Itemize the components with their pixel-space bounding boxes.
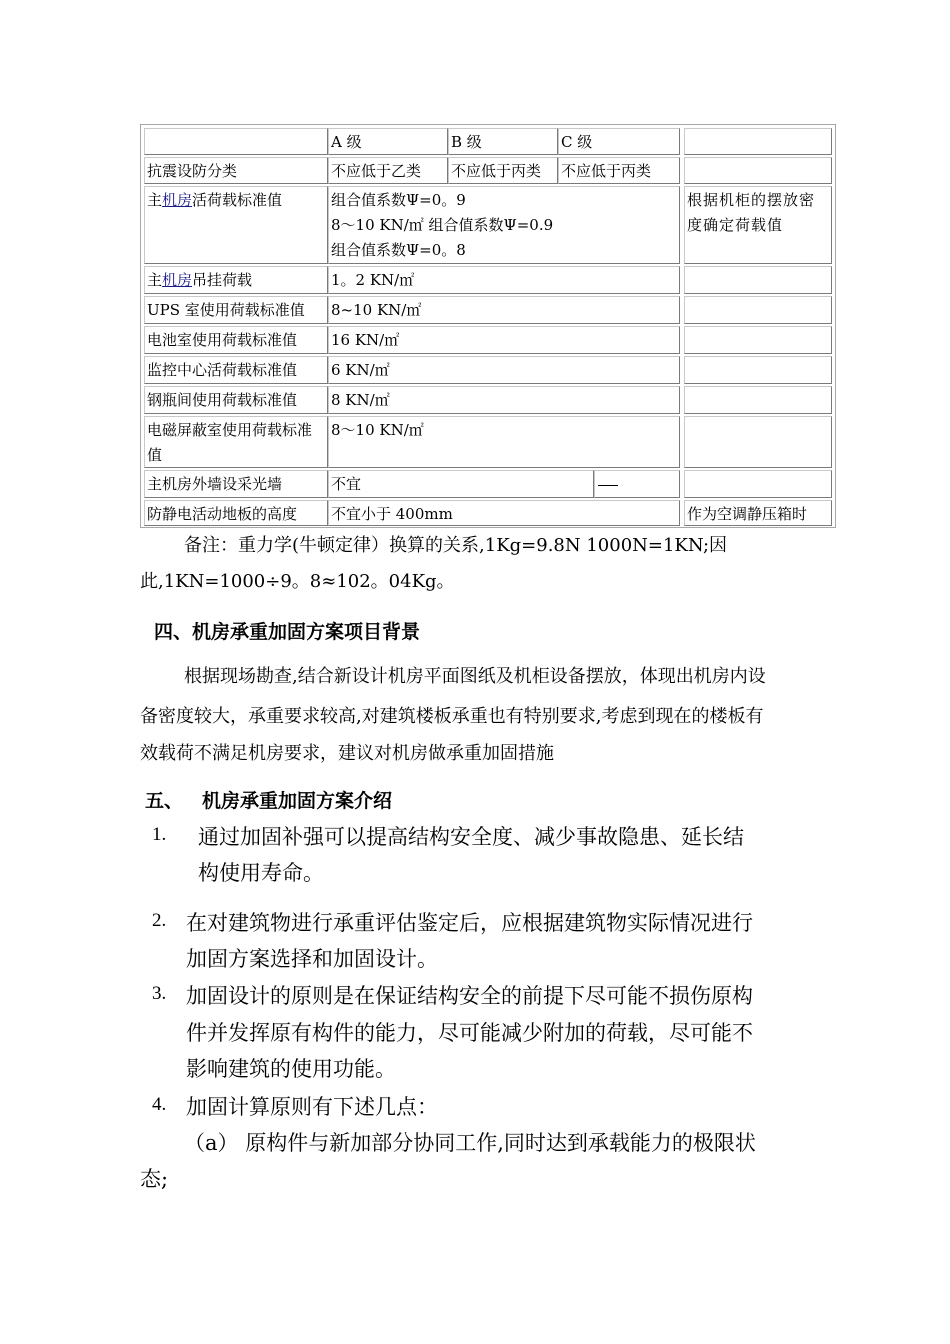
list-item-line: 加固设计的原则是在保证结构安全的前提下尽可能不损伤原构 bbox=[186, 984, 753, 1008]
table-cell-note: 根据机柜的摆放密度确定荷载值 bbox=[684, 186, 832, 264]
table-row-label: 监控中心活荷载标准值 bbox=[144, 356, 328, 384]
table-cell-value2 bbox=[594, 470, 680, 498]
table-cell-note bbox=[684, 326, 832, 354]
list-number: 2. bbox=[152, 910, 167, 931]
table-cell-value: 不宜 bbox=[328, 470, 594, 498]
table-header-empty bbox=[144, 128, 328, 155]
table-row-label: 主机房吊挂荷载 bbox=[144, 266, 328, 294]
table-row-label: 电池室使用荷载标准值 bbox=[144, 326, 328, 354]
table-row-label: UPS 室使用荷载标准值 bbox=[144, 296, 328, 324]
list-number: 4. bbox=[152, 1094, 167, 1115]
table-cell-note bbox=[684, 386, 832, 414]
list-number: 3. bbox=[152, 983, 167, 1004]
list-item-line: 在对建筑物进行承重评估鉴定后，应根据建筑物实际情况进行 bbox=[186, 911, 753, 935]
table-row-label: 钢瓶间使用荷载标准值 bbox=[144, 386, 328, 414]
machine-room-link[interactable]: 机房 bbox=[162, 191, 193, 209]
table-cell-value: 不宜小于 400mm bbox=[328, 500, 680, 526]
table-cell-value: 16 KN/㎡ bbox=[328, 326, 680, 354]
table-cell-value: 1。2 KN/㎡ bbox=[328, 266, 680, 294]
table-cell-value: 8~10 KN/㎡ bbox=[328, 296, 680, 324]
table-cell-value: 8～10 KN/㎡ bbox=[328, 416, 680, 468]
table-cell-value: 8 KN/㎡ bbox=[328, 386, 680, 414]
sub-item-line: 态; bbox=[140, 1167, 169, 1191]
list-item-line: 加固计算原则有下述几点： bbox=[186, 1095, 438, 1119]
table-header-c: C 级 bbox=[558, 128, 680, 155]
list-item-line: 影响建筑的使用功能。 bbox=[186, 1057, 396, 1081]
section-5-number: 五、 bbox=[145, 790, 184, 812]
table-row-label: 电磁屏蔽室使用荷载标准值 bbox=[144, 416, 328, 468]
value-line: 组合值系数Ψ=0。9 bbox=[331, 191, 466, 209]
value-line: 8～10 KN/㎡ 组合值系数Ψ=0.9 bbox=[331, 216, 554, 234]
paragraph-line: 效载荷不满足机房要求，建议对机房做承重加固措施 bbox=[140, 743, 554, 764]
value-line: 组合值系数Ψ=0。8 bbox=[331, 241, 466, 259]
table-row-label: 主机房外墙设采光墙 bbox=[144, 470, 328, 498]
paragraph-line: 备密度较大，承重要求较高,对建筑楼板承重也有特别要求,考虑到现在的楼板有 bbox=[140, 706, 764, 727]
sub-item-line: （a） 原构件与新加部分协同工作,同时达到承载能力的极限状 bbox=[184, 1131, 756, 1155]
section-5-title: 机房承重加固方案介绍 bbox=[202, 790, 393, 812]
table-cell-value: 6 KN/㎡ bbox=[328, 356, 680, 384]
table-cell-b: 不应低于丙类 bbox=[448, 157, 558, 184]
list-item-line: 件并发挥原有构件的能力，尽可能减少附加的荷载，尽可能不 bbox=[186, 1021, 753, 1045]
table-cell-a: 不应低于乙类 bbox=[328, 157, 448, 184]
table-cell-c: 不应低于丙类 bbox=[558, 157, 680, 184]
paragraph-line: 根据现场勘查,结合新设计机房平面图纸及机柜设备摆放，体现出机房内设 bbox=[184, 666, 766, 687]
table-cell-note bbox=[684, 416, 832, 468]
table-row-label: 主机房活荷载标准值 bbox=[144, 186, 328, 264]
table-cell-note bbox=[684, 157, 832, 184]
list-item-line: 通过加固补强可以提高结构安全度、减少事故隐患、延长结 bbox=[198, 825, 744, 849]
note-line: 备注：重力学(牛顿定律）换算的关系,1Kg=9.8N 1000N=1KN;因 bbox=[184, 535, 728, 556]
table-row-label: 防静电活动地板的高度 bbox=[144, 500, 328, 526]
table-cell-note: 作为空调静压箱时 bbox=[684, 500, 832, 526]
table-cell-value bbox=[328, 186, 680, 264]
list-number: 1. bbox=[152, 824, 167, 845]
dash-mark bbox=[598, 485, 618, 486]
note-line: 此,1KN=1000÷9。8≈102。04Kg。 bbox=[140, 571, 455, 592]
table-header-b: B 级 bbox=[448, 128, 558, 155]
table-cell-note bbox=[684, 356, 832, 384]
table-row-label: 抗震设防分类 bbox=[144, 157, 328, 184]
table-header-a: A 级 bbox=[328, 128, 448, 155]
machine-room-link[interactable]: 机房 bbox=[162, 271, 193, 289]
table-cell-note bbox=[684, 296, 832, 324]
list-item-line: 加固方案选择和加固设计。 bbox=[186, 947, 438, 971]
section-4-title: 四、机房承重加固方案项目背景 bbox=[154, 621, 421, 643]
table-cell-note bbox=[684, 266, 832, 294]
list-item-line: 构使用寿命。 bbox=[198, 861, 324, 885]
table-cell-note bbox=[684, 470, 832, 498]
table-header-note bbox=[684, 128, 832, 155]
